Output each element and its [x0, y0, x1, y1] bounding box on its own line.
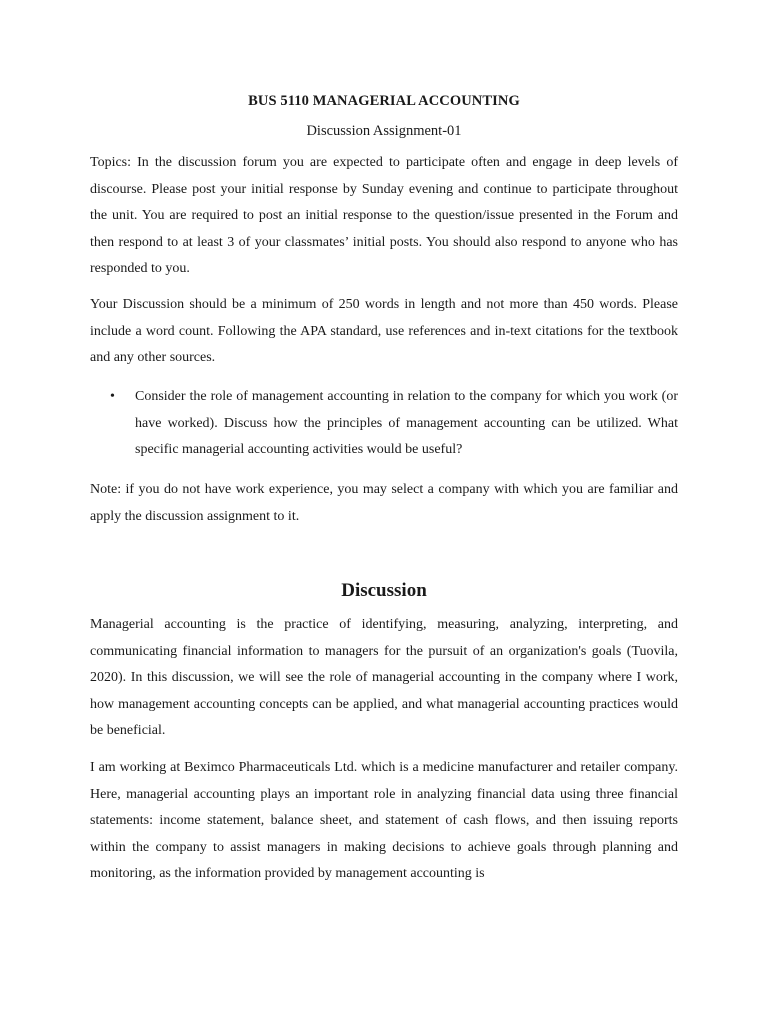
requirements-paragraph: Your Discussion should be a minimum of 250 words in length and not more than 450 words. Please include a word count. Following the APA standard, use references and in-text citations for the textbook and any other sources. [90, 297, 678, 365]
prompt-bullet-item [90, 384, 678, 464]
bullet-text: Consider the role of management accounting in relation to the company for which you work (or have worked). Discuss how the principles of management accounting can be utilized. What specific managerial accounting activities would be useful? [135, 389, 678, 457]
discussion-paragraph: I am working at Beximco Pharmaceuticals Ltd. which is a medicine manufacturer and retailer company. Here, managerial accounting plays an important role in analyzing financial data using three financial statements: income statement, balance sheet, and statement of cash flows, and then issuing reports within the company to assist managers in making decisions to achieve goals through planning and monitoring, as the information provided by management accounting is [90, 760, 678, 881]
prompt-bullet-list [90, 384, 678, 464]
note-paragraph: Note: if you do not have work experience, you may select a company with which you are familiar and apply the discussion assignment to it. [90, 482, 678, 524]
course-title: BUS 5110 MANAGERIAL ACCOUNTING [248, 93, 520, 109]
topics-paragraph: Topics: In the discussion forum you are expected to participate often and engage in deep levels of discourse. Please post your initial response by Sunday evening and continue to participate throughout the unit. You are required to post an initial response to the question/issue presented in the Forum and then respond to at least 3 of your classmates’ initial posts. You should also respond to anyone who has responded to you. [90, 155, 678, 276]
discussion-heading: Discussion [341, 580, 427, 601]
bullet-icon: • [110, 389, 115, 404]
discussion-paragraph: Managerial accounting is the practice of identifying, measuring, analyzing, interpreting, and communicating financial information to managers for the pursuit of an organization's goals (Tuovila, 2020). In this discussion, we will see the role of managerial accounting in the company where I work, how management accounting concepts can be applied, and what managerial accounting practices would be beneficial. [90, 617, 678, 738]
assignment-subtitle: Discussion Assignment-01 [306, 123, 462, 139]
